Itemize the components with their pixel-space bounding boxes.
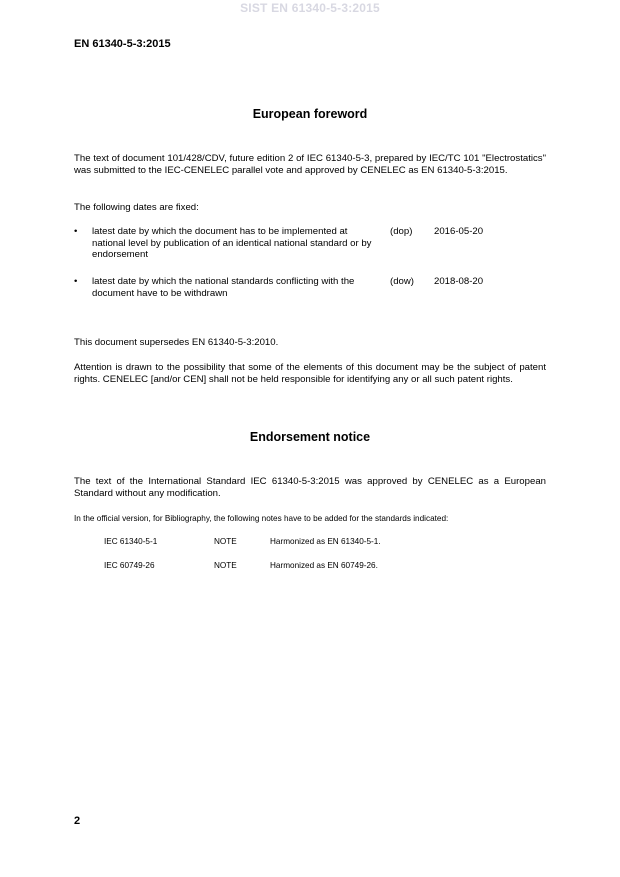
foreword-heading: European foreword xyxy=(252,107,368,121)
note-standard: IEC 60749-26 xyxy=(104,561,155,570)
note-standard: IEC 61340-5-1 xyxy=(104,537,158,546)
watermark: SIST EN 61340-5-3:2015 xyxy=(240,1,380,15)
foreword-intro: The text of document 101/428/CDV, future edition 2 of IEC 61340-5-3, prepared by IEC/TC 101 "Electrostatics" was submitted to the IEC-CENELEC parallel vote and approved by CENELEC as EN 61340-5-3:2015. xyxy=(74,153,546,176)
bullet-icon: • xyxy=(74,276,78,287)
page-number: 2 xyxy=(74,815,81,827)
date-item-text: latest date by which the national standards conflicting with the document have to be withdrawn xyxy=(92,276,355,299)
date-item-abbr: (dow) xyxy=(390,276,414,287)
date-item-value: 2016-05-20 xyxy=(434,226,484,237)
document-id: EN 61340-5-3:2015 xyxy=(74,38,171,50)
bibliography-intro: In the official version, for Bibliography, the following notes have to be added for the standards indicated: xyxy=(74,514,449,523)
bullet-icon: • xyxy=(74,226,78,237)
supersedes-text: This document supersedes EN 61340-5-3:2010. xyxy=(74,337,279,348)
note-label: NOTE xyxy=(214,561,237,570)
endorsement-heading: Endorsement notice xyxy=(249,430,371,444)
note-text: Harmonized as EN 60749-26. xyxy=(270,561,378,570)
date-item-value: 2018-08-20 xyxy=(434,276,484,287)
note-label: NOTE xyxy=(214,537,237,546)
endorsement-text: The text of the International Standard IEC 61340-5-3:2015 was approved by CENELEC as a European Standard without any modification. xyxy=(74,476,546,499)
note-text: Harmonized as EN 61340-5-1. xyxy=(270,537,381,546)
date-item-abbr: (dop) xyxy=(390,226,413,237)
date-item-text: latest date by which the document has to be implemented at national level by publication of an identical national standard or by endorsement xyxy=(92,226,372,261)
patent-notice: Attention is drawn to the possibility that some of the elements of this document may be the subject of patent rights. CENELEC [and/or CEN] shall not be held responsible for identifying any or all such patent rights. xyxy=(74,362,546,385)
dates-intro: The following dates are fixed: xyxy=(74,202,199,213)
